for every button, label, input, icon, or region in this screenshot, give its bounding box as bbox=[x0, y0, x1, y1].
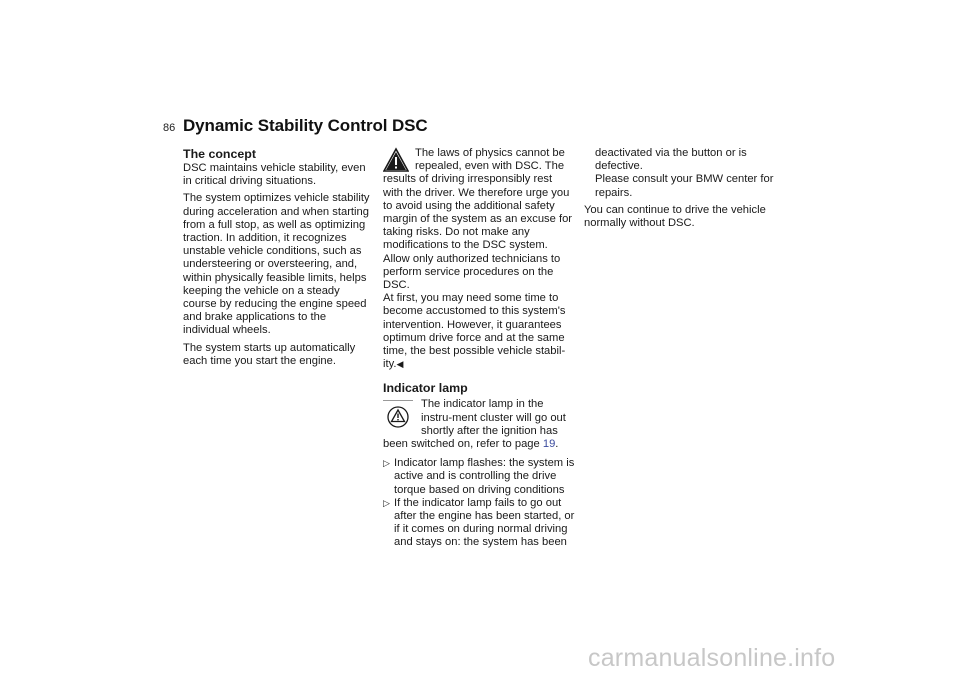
page-title: Dynamic Stability Control DSC bbox=[183, 116, 428, 135]
indicator-bullet-list bbox=[383, 457, 575, 549]
concept-paragraph-3: The system starts up automatically each time you start the engine. bbox=[183, 341, 356, 367]
continued-line-2: Please consult your BMW center for repairs. bbox=[595, 173, 774, 199]
concept-paragraph-1: DSC maintains vehicle stability, even in critical driving situations. bbox=[183, 162, 366, 188]
page-number: 86 bbox=[163, 122, 176, 134]
bullet-arrow-icon: ▷ bbox=[383, 497, 390, 508]
warning-note bbox=[383, 147, 575, 371]
continued-after: You can continue to drive the vehicle normally without DSC. bbox=[584, 203, 766, 230]
list-item bbox=[383, 457, 575, 497]
end-of-note-marker: ◀ bbox=[396, 359, 404, 370]
column-continued bbox=[584, 147, 776, 234]
indicator-heading: Indicator lamp bbox=[383, 381, 468, 396]
warning-text-2 bbox=[383, 292, 575, 371]
warning-text: The laws of physics cannot be repealed, even with DSC. The results of driving irresponsibly rest with the driver. We therefore urge you to avoid using the additional safety margin of the system as an excuse for taking risks. Do not make any modifications to the DSC system. Allow only authorized technicians to perform service procedures on the DSC. bbox=[383, 147, 573, 292]
bullet-text: Indicator lamp flashes: the system is active and is controlling the drive torque based on driving conditions bbox=[394, 457, 575, 496]
bullet-text: If the indicator lamp fails to go out after the engine has been started, or if it comes on during normal driving and stays on: the system has been bbox=[394, 496, 575, 549]
concept-heading: The concept bbox=[183, 147, 256, 161]
indicator-intro-text: The indicator lamp in the instru-ment cluster will go out shortly after the ignition has been switched on, refer to page bbox=[383, 398, 566, 451]
dsc-indicator-lamp-icon bbox=[383, 400, 413, 431]
continued-bullet bbox=[584, 147, 776, 200]
column-warning-indicator bbox=[383, 147, 575, 550]
watermark: carmanualsonline.info bbox=[588, 644, 836, 672]
bullet-arrow-icon: ▷ bbox=[383, 458, 390, 469]
warning-triangle-icon bbox=[383, 147, 409, 173]
page-reference-link[interactable]: 19 bbox=[542, 438, 556, 451]
concept-paragraph-2: The system optimizes vehicle stability during acceleration and when starting from a full stop, as well as optimizing traction. In addition, it recognizes unstable vehicle conditions, such as understeering or oversteering, and, within physically feasible limits, helps keeping the vehicle on a steady course by reducing the engine speed and brake applications to the individual wheels. bbox=[183, 192, 370, 337]
warning-text-2-body: At first, you may need some time to become accustomed to this system's intervention. However, it guarantees optimum drive force and at the same time, the best possible vehicle stabil-ity. bbox=[383, 292, 566, 371]
list-item bbox=[383, 497, 575, 550]
column-concept bbox=[183, 147, 375, 372]
continued-line-1: deactivated via the button or is defective. bbox=[595, 147, 747, 173]
indicator-intro-end: . bbox=[555, 438, 559, 451]
indicator-section bbox=[383, 398, 575, 549]
